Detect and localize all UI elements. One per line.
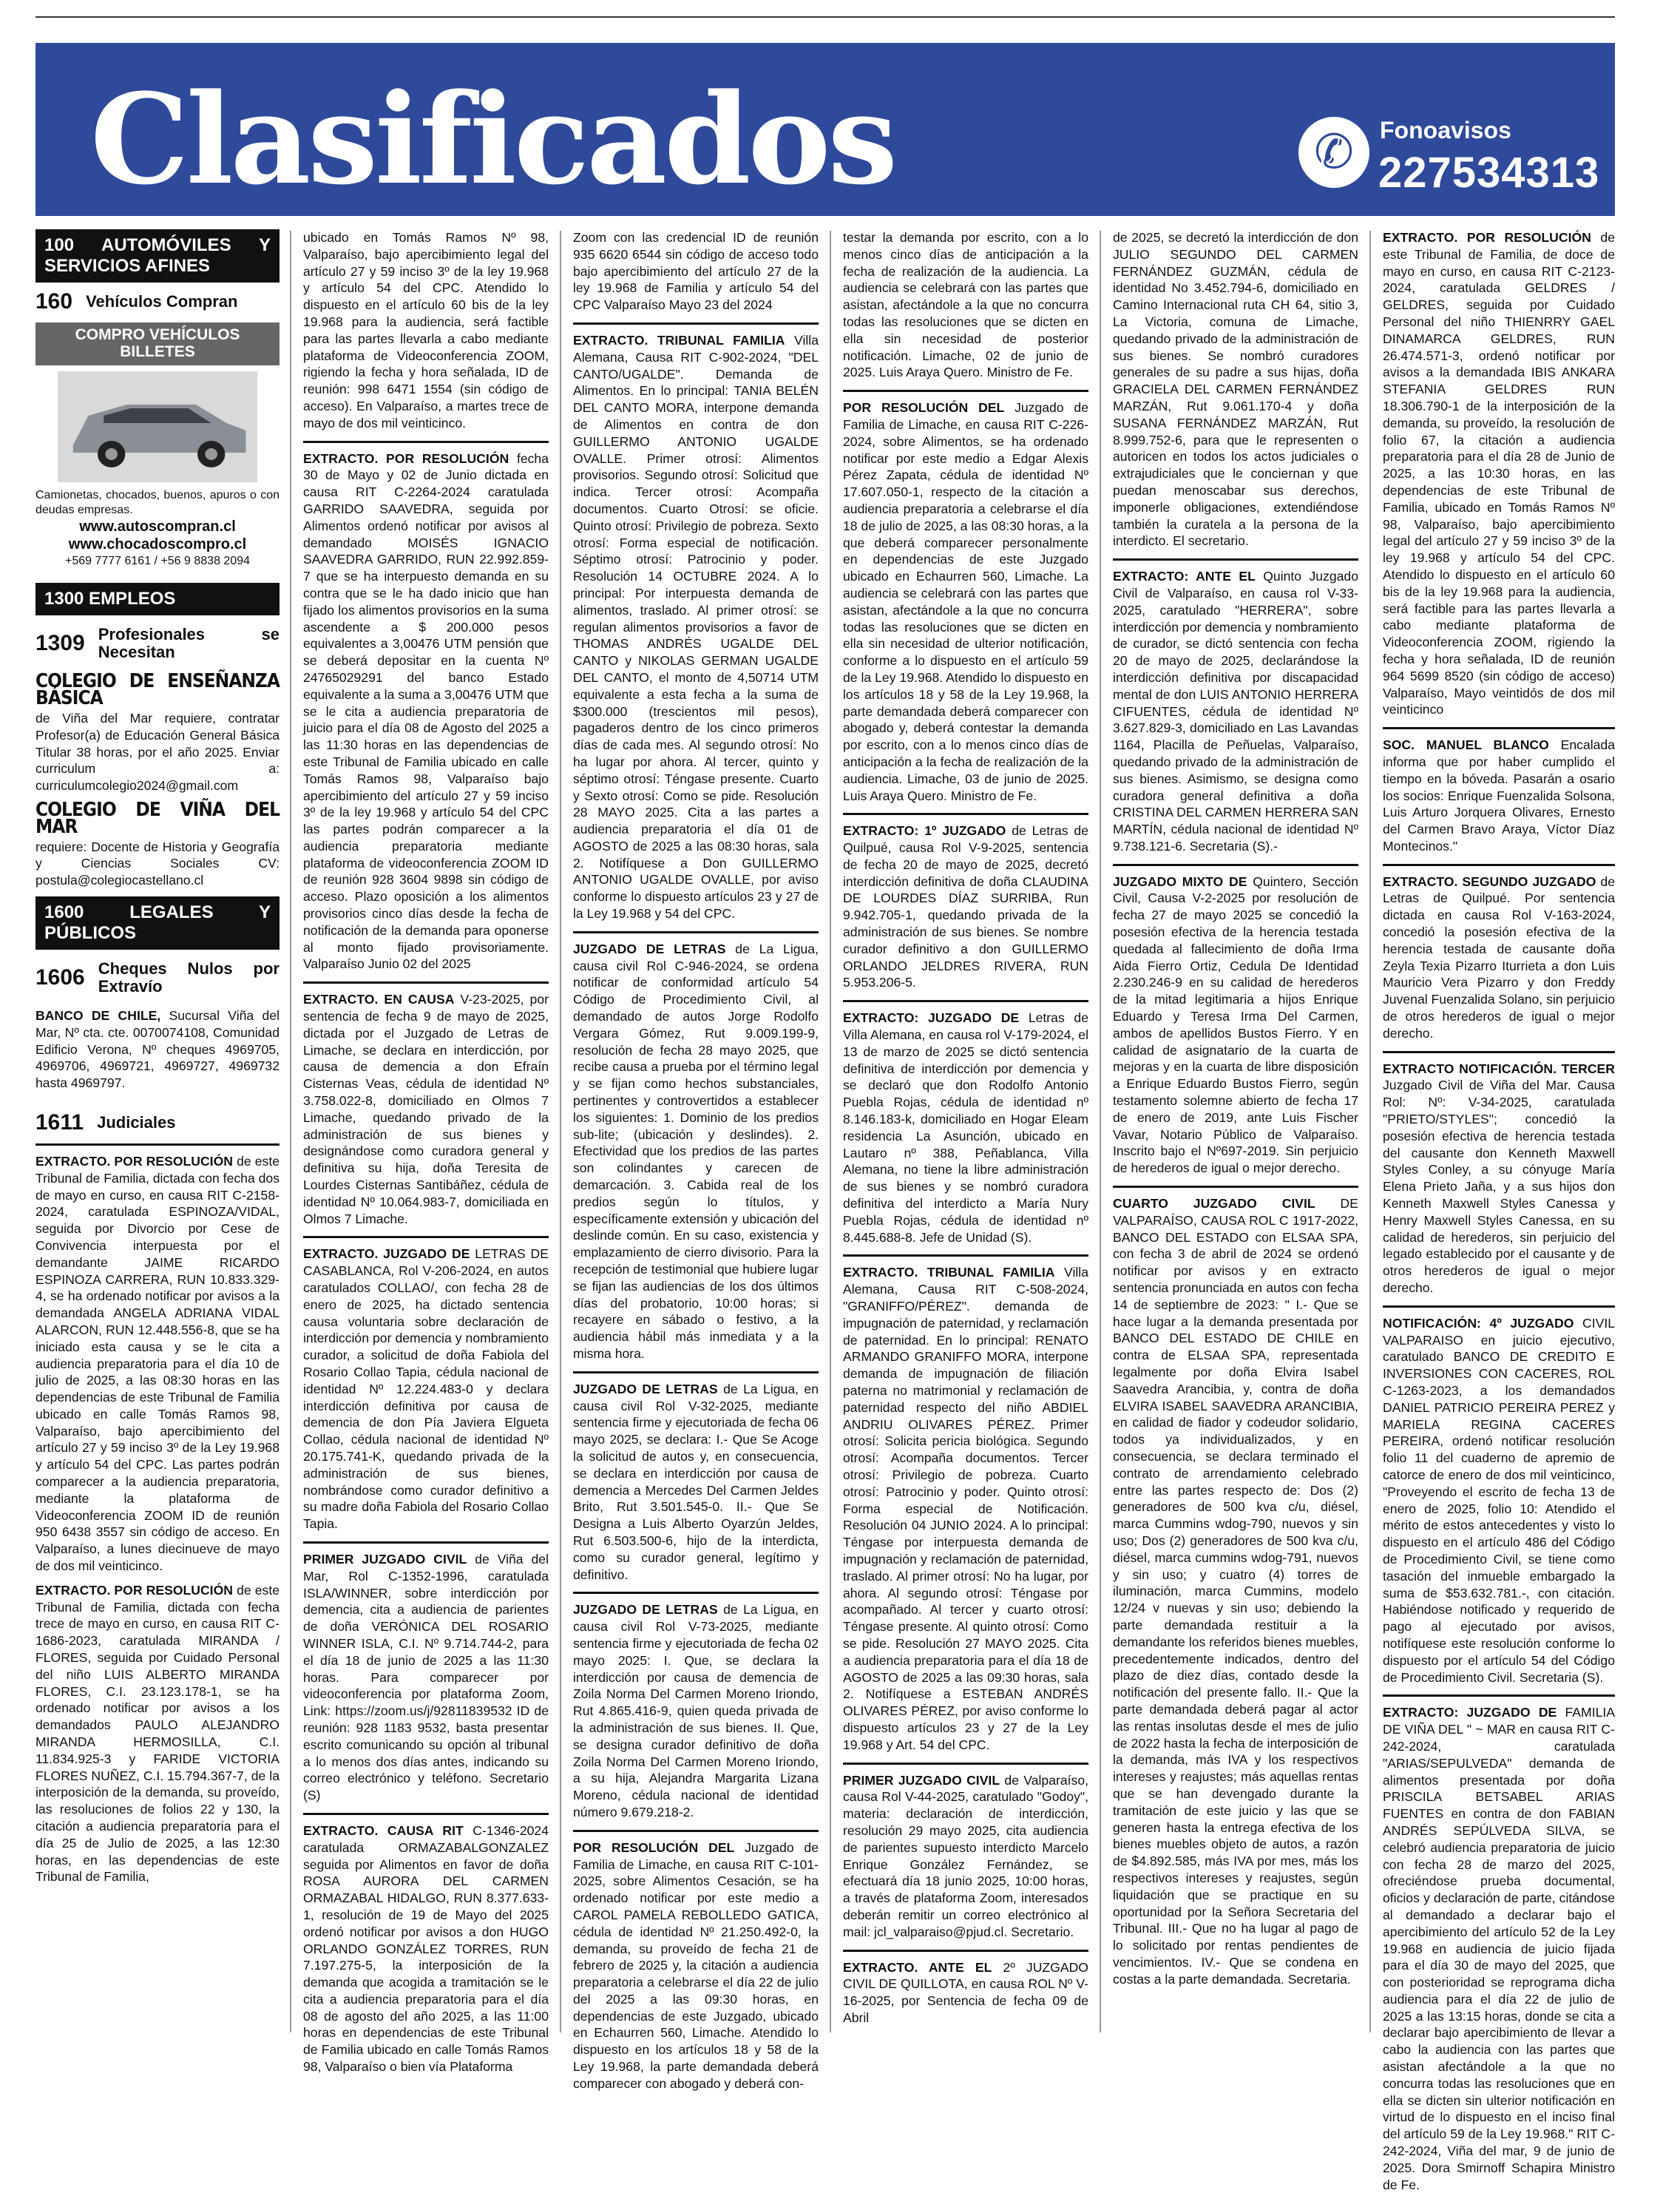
notice: EXTRACTO: 1º JUZGADO de Letras de Quilpué, causa Rol V-9-2025, sentencia de fecha 20 de mayo de 2025, decretó interdicción definitiva de doña CLAUDINA DE LOURDES DÍAZ SURRIBA, Run 9.942.705-1, quedando privada de la administración de sus bienes. Se nombre curador definitivo a don GUILLERMO ORLANDO JELDRES RIVERA, RUN 5.953.206-5.	[843, 823, 1089, 990]
notice: EXTRACTO. POR RESOLUCIÓN de este Tribunal de Familia, dictada con fecha dos de mayo en curso, en causa RIT C-2158-2024, caratulada ESPINOZA/VIDAL, seguida por Divorcio por Cese de Convivencia interpuesta por el demandante JAIME RICARDO ESPINOZA CARRERA, RUN 10.833.329-4, se ha ordenado notificar por avisos a la demandada ANGELA ADRIANA VIDAL ALARCON, RUN 12.448.556-8, que se ha iniciado esta causa y se le cita a audiencia preparatoria para el día 10 de julio de 2025, a las 08:30 horas en las dependencias de este Tribunal de Familia ubicado en calle Tomás Ramos 98, Valparaíso, bajo apercibimiento del artículo 27 y 59 inciso 3º de la Ley 19.968 y artículo 54 del CPC. Las partes podrán comparecer a la audiencia preparatoria, mediante la plataforma de Videoconferencia ZOOM ID de reunión 950 6438 3557 sin código de acceso. En Valparaíso, a lunes diecinueve de mayo de dos mil veinticinco.	[35, 1153, 280, 1574]
column-rule	[1369, 231, 1371, 2033]
divider	[573, 931, 819, 933]
notice: EXTRACTO. POR RESOLUCIÓN de este Tribunal de Familia, de doce de mayo en curso, en causa RIT C-2123-2024, caratulada GELDRES / GELDRES, seguida por Cuidado Personal del niño THIENRRY GAEL DINAMARCA GELDRES, RUN 26.474.571-3, ordenó notificar por avisos a la demandada IBIS ANKARA STEFANIA GELDRES RUN 18.306.790-1 de la interposición de la demanda, su proveído, la resolución de folio 67, la citación a audiencia preparatoria para el día 28 de Junio de 2025, a las 10:30 horas, en las dependencias de este Tribunal de Familia, ubicado en Tomás Ramos Nº 98, Valparaíso, bajo apercibimiento legal del artículo 27 y 59 inciso 3º de la ley 19.968 y artículo 54 del CPC. Atendido lo dispuesto en el artículo 60 bis de la ley 19.968 para la audiencia, será factible para las partes llevarla a cabo mediante plataforma de Videoconferencia ZOOM, rigiendo la fecha y hora señalada, ID de reunión 964 5699 8520 (sin código de acceso) Valparaíso, Mayo veintidós de dos mil veinticinco	[1383, 230, 1615, 717]
subsection-label: Cheques Nulos por Extravío	[98, 959, 280, 996]
notice: EXTRACTO NOTIFICACIÓN. TERCER Juzgado Civil de Viña del Mar. Causa Rol: Nº: V-34-2025, caratulada "PRIETO/STYLES"; concedió la posesión efectiva de herencia testada del causante don Kenneth Maxwell Styles Conley, a su cónyuge María Elena Prieto Jaña, y a sus hijos don Kenneth Maxwell Styles Canessa y Henry Maxwell Styles Canessa, en su calidad de herederos, sin perjuicio del legado establecido por el causante y de otros herederos de igual o mejor derecho.	[1383, 1061, 1615, 1296]
notice: JUZGADO DE LETRAS de La Ligua, causa civil Rol C-946-2024, se ordena notificar de conformidad artículo 54 Código de Procedimiento Civil, al demandado de autos Jorge Rodolfo Vergara Gómez, Rut 9.009.199-9, resolución de fecha 28 mayo 2025, que recibe causa a prueba por el término legal y se fijan como hechos substanciales, pertinentes y controvertidos a establecer los siguientes: 1. Dominio de los predios sub-lite; (ubicación y deslindes). 2. Efectividad que los predios de las partes son colindantes y carecen de demarcación. 3. Cabida real de los predios según lo títulos, y específicamente extensión y ubicación del deslinde común. En su caso, existencia y emplazamiento de cierro divisorio. Para la recepción de testimonial que hubiere lugar se fijan las audiencias de los dos últimos días del probatorio, 10:00 horas; si recayere en sábado o festivo, a la audiencia hábil más inmediata y a la misma hora.	[573, 941, 819, 1361]
divider	[303, 1813, 549, 1815]
notice: NOTIFICACIÓN: 4º JUZGADO CIVIL VALPARAISO en juicio ejecutivo, caratulado BANCO DE CREDITO E INVERSIONES CON CACERES, ROL C-1263-2023, a los demandados DANIEL PATRICIO PEREIRA PEREZ y MARIELA REGINA CACERES PEREIRA, ordenó notificar resolución folio 11 del cuaderno de apremio de catorce de enero de dos mil veinticinco, "Proveyendo el escrito de fecha 13 de enero de 2025, folio 10: Atendido el mérito de estos antecedentes y visto lo dispuesto en el artículo 486 del Código de Procedimiento Civil, se tiene como tasación del inmueble embargado la suma de $53.632.781.-, con citación. Habiéndose notificado y requerido de pago al ejecutado por avisos, notifíquese este resolución conforme lo dispuesto por el artículo 54 del Código de Procedimiento Civil. Secretaria (S).	[1383, 1315, 1616, 1685]
subsection-number: 1606	[35, 964, 85, 990]
divider	[843, 813, 1088, 815]
divider	[843, 390, 1088, 392]
ad-heading: COLEGIO DE ENSEÑANZA BÁSICA	[35, 670, 280, 710]
column-rule	[290, 231, 291, 2033]
ad-body: requiere: Docente de Historia y Geografía y Ciencias Sociales CV: postula@colegiocastellano.cl	[35, 839, 280, 888]
divider	[1383, 864, 1615, 866]
notice: EXTRACTO. CAUSA RIT C-1346-2024 caratulada ORMAZABALGONZALEZ seguida por Alimentos en favor de doña ROSA AURORA DEL CARMEN ORMAZABAL HIDALGO, RUN 8.377.633-1, resolución de 19 de Mayo del 2025 ordenó notificar por avisos a don HUGO ORLANDO GONZÁLEZ TORRES, RUN 7.197.275-5, la interposición de la demanda que acogida a tramitación se le cita a audiencia preparatoria para el día 08 de agosto del año 2025, a las 11:00 horas en dependencias de este Tribunal de Familia ubicado en calle Tomás Ramos 98, Valparaíso o bien vía Plataforma	[303, 1822, 549, 2075]
notice: ubicado en Tomás Ramos Nº 98, Valparaíso, bajo apercibimiento legal del artículo 27 y 59 inciso 3º de la ley 19.968 y artículo 54 del CPC. Atendido lo dispuesto en el artículo 60 bis de la ley 19.968 para la audiencia, será factible para las partes llevarla a cabo mediante plataforma de Videoconferencia ZOOM, rigiendo la fecha y hora señalada, ID de reunión: 998 6471 1554 (sin código de acceso). En Valparaíso, a martes trece de mayo de dos mil veinticinco.	[303, 230, 549, 430]
notice: de 2025, se decretó la interdicción de don JULIO SEGUNDO DEL CARMEN FERNÁNDEZ GUZMÁN, cédula de identidad No 3.452.794-6, domiciliado en Camino Internacional ruta CH 64, sitio 3, La Victoria, comuna de Limache, quedando privado de la administración de sus bienes. Se nombró curadores generales de su padre a sus hijas, doña GRACIELA DEL CARMEN FERNÁNDEZ MARZÁN, Rut 9.061.170-4 y doña SUSANA FERNÁNDEZ MARZÁN, Rut 8.999.752-6, para que le representen o autoricen en todos los actos judiciales o extrajudiciales que le conciernan y que puedan menoscabar sus derechos, imponerle obligaciones, extendiéndose también la curatela a la persona de la interdicto. El secretario.	[1113, 230, 1358, 549]
subsection-number: 1611	[35, 1109, 84, 1135]
notice: JUZGADO MIXTO DE Quintero, Sección Civil, Causa V-2-2025 por resolución de fecha 27 de mayo 2025 se concedió la posesión efectiva de la herencia testada quedada al fallecimiento de doña Irma Aida Fierro Ortiz, Cedula De Identidad 2.230.246-9 en su calidad de herederos de la mitad legitimaria a hijos Enrique Eduardo y Teresa Irma Del Carmen, ambos de apellidos Bustos Fierro. Y en calidad de asignatario de la cuarta de mejoras y en la cuarta de libre disposición a Enrique Eduardo Bustos Fierro, según testamento solemne abierto de fecha 17 de enero de 2019, ante Luis Fischer Vavar, Notario Público de Valparaíso. Inscrito bajo el Nº697-2019. Sin perjuicio de herederos de igual o mejor derecho.	[1113, 874, 1358, 1176]
fono-number: 227534313	[1378, 149, 1600, 197]
ad-heading: COLEGIO DE VIÑA DEL MAR	[35, 798, 280, 838]
notice: BANCO DE CHILE, Sucursal Viña del Mar, Nº cta. cte. 0070074108, Comunidad Edificio Verona, Nº cheques 4969705, 4969706, 4969721, 4969727, 4969732 hasta 4969797.	[35, 1007, 280, 1091]
notice: testar la demanda por escrito, con a lo menos cinco días de anticipación a la fecha de realización de la audiencia. La audiencia se celebrará con las partes que asistan, afectándole a la que no concurra todas las resoluciones que se dicten en ella sin necesidad de posterior notificación. Limache, 02 de junio de 2025. Luis Araya Quero. Ministro de Fe.	[843, 230, 1088, 380]
divider	[843, 1254, 1088, 1257]
ad-title: COMPRO VEHÍCULOS BILLETES	[35, 322, 280, 365]
notice: EXTRACTO. JUZGADO DE LETRAS DE CASABLANCA, Rol V-206-2024, en autos caratulados COLLAO/, con fecha 28 de enero de 2025, ha dictado sentencia causa voluntaria sobre declaración de interdicción por demencia y nombramiento curador, a solicitud de doña Fabiola del Rosario Collao Tapia, cédula nacional de identidad Nº 12.224.483-0 y declara interdicción definitiva por causa de demencia de don Pía Javiera Elgueta Collao, cédula nacional de identidad Nº 20.175.741-K, quedando privada de la administración de sus bienes, nombrándose como curador definitivo a su madre doña Fabiola del Rosario Collao Tapia.	[303, 1246, 549, 1532]
divider	[1113, 1186, 1358, 1188]
notice: EXTRACTO. SEGUNDO JUZGADO de Letras de Quilpué. Por sentencia dictada en causa Rol V-163-2024, concedió la posesión efectiva de la herencia testada de causante doña Zeyla Texia Pizarro Iturrieta a don Luis Mauricio Vera Pizarro y don Freddy Juvenal Fuenzalida Solano, sin perjuicio de otros herederos de igual o mejor derecho.	[1383, 874, 1615, 1041]
ad-url-2[interactable]: www.chocadoscompro.cl	[68, 535, 247, 553]
section-1300: 1300 EMPLEOS	[35, 583, 280, 615]
subsection-label: Vehículos Compran	[86, 292, 238, 311]
section-1600: 1600 LEGALES Y PÚBLICOS	[35, 896, 280, 950]
column-5	[1113, 229, 1358, 2034]
notice: EXTRACTO: JUZGADO DE FAMILIA DE VIÑA DEL " ~ MAR en causa RIT C-242-2024, caratulada "ARIAS/SEPULVEDA" demanda de alimentos presentada por doña PRISCILA BETSABEL ARIAS FUENTES en contra de don FABIAN ANDRÉS SEPÚLVEDA SILVA, se celebró audiencia preparatoria de juicio con fecha 28 de marzo del 2025, ofreciéndose prueba documental, oficios y declaración de parte, citándose al demandado a declarar bajo el apercibimiento del artículo 52 de la Ley 19.968 en audiencia de juicio fijada para el día 30 de mayo del 2025, que con posterioridad se reprograma dicha audiencia para el día 22 de julio de 2025 a las 13:15 horas, donde se cita a declarar bajo apercibimiento de llevar a cabo la audiencia con las partes que asistan afectándole a la que no concurra todas las resoluciones que en ella se dicten sin ulterior notificación en virtud de lo dispuesto en el inciso final del artículo 59 de la Ley 19.968." RIT C-242-2024, Viña del mar, 9 de junio de 2025. Dora Smirnoff Schapira Ministro de Fe.	[1383, 1705, 1615, 2192]
divider	[573, 1830, 819, 1832]
divider	[1113, 864, 1358, 866]
divider	[35, 1143, 280, 1146]
column-6	[1383, 229, 1616, 2192]
notice: JUZGADO DE LETRAS de La Ligua, en causa civil Rol V-73-2025, mediante sentencia firme y ejecutoriada de fecha 02 mayo 2025: I. Que, se declara la interdicción por causa de demencia de Zoila Norma Del Carmen Moreno Iriondo, Rut 4.865.416-9, quien queda privada de la administración de sus bienes. II. Que, se designa curador definitivo de doña Zoila Norma Del Carmen Moreno Iriondo, a su hija, Alejandra Margarita Lizana Moreno, cédula nacional de identidad número 9.679.218-2.	[573, 1602, 819, 1819]
ad-body: de Viña del Mar requiere, contratar Profesor(a) de Educación General Básica Titular 38 horas, por el año 2025. Enviar curriculum a: curriculumcolegio2024@gmail.com	[35, 710, 280, 794]
column-rule	[830, 231, 831, 2033]
divider	[1383, 727, 1615, 729]
notice: PRIMER JUZGADO CIVIL de Viña del Mar, Rol C-1352-1996, caratulada ISLA/WINNER, sobre interdicción por demencia, cita a audiencia de parientes de doña VERÓNICA DEL ROSARIO WINNER ISLA, C.I. Nº 9.714.744-2, para el día 18 de junio de 2025 a las 11:30 horas. Para comparecer por videoconferencia por plataforma Zoom, Link: https://zoom.us/j/92811839532 ID de reunión: 928 1183 9532, basta presentar escrito comunicando su opción al tribunal a lo menos dos días antes, indicando su correo electrónico y teléfono. Secretario (S)	[303, 1551, 549, 1803]
notice: EXTRACTO. ANTE EL 2º JUZGADO CIVIL DE QUILLOTA, en causa ROL Nº V-16-2025, por Sentencia de fecha 09 de Abril	[843, 1959, 1088, 2025]
ad-text: Camionetas, chocados, buenos, apuros o con deudas empresas.	[35, 488, 280, 516]
notice: POR RESOLUCIÓN DEL Juzgado de Familia de Limache, en causa RIT C-101-2025, sobre Alimentos Cesación, se ha ordenado notificar por este medio a CAROL PAMELA REBOLLEDO GATICA, cédula de identidad Nº 21.250.492-0, la demanda, su proveído de fecha 21 de febrero de 2025 y, la citación a audiencia preparatoria a celebrarse el día 22 de julio del 2025 a las 09:30 horas, en dependencias de este Juzgado, ubicado en Echaurren 560, Limache. Atendido lo dispuesto en los artículos 18 y 58 de la Ley 19.968, la parte demandada deberá comparecer con abogado y deberá con-	[573, 1839, 819, 2091]
divider	[303, 441, 549, 443]
column-1	[35, 229, 280, 2034]
divider	[573, 1371, 819, 1373]
divider	[843, 1763, 1088, 1765]
notice: EXTRACTO: JUZGADO DE Letras de Villa Alemana, en causa rol V-179-2024, el 13 de marzo de 2025 se dictó sentencia definitiva de interdicción por demencia y se declaró que don Rodolfo Antonio Puebla Rojas, cédula de identidad nº 8.146.183-k, domiciliado en Hogar Eleam residencia La Asunción, ubicado en Lautaro nº 388, Peñablanca, Villa Alemana, no tiene la libre administración de sus bienes y se nombró curadora definitiva del interdicto a María Nury Puebla Rojas, cédula de identidad nº 8.445.688-8. Jefe de Unidad (S).	[843, 1010, 1089, 1245]
fono-label: Fonoavisos	[1380, 117, 1511, 143]
notice: EXTRACTO. TRIBUNAL FAMILIA Villa Alemana, Causa RIT C-902-2024, "DEL CANTO/UGALDE". Demanda de Alimentos. En lo principal: TANIA BELÉN DEL CANTO MORA, interpone demanda de Alimentos en contra de don GUILLERMO ANTONIO UGALDE OVALLE. Primer otrosí: Alimentos provisorios. Segundo otrosí: Solicitud que indica. Tercer otrosí: Acompaña documentos. Cuarto Otrosí: se oficie. Quinto otrosí: Privilegio de pobreza. Sexto otrosí: Forma especial de notificación. Séptimo otrosí: Patrocinio y poder. Resolución 14 OCTUBRE 2024. A lo principal: Por interpuesta demanda de alimentos, traslado. Al primer otrosí: se regulan alimentos provisorios a favor de THOMAS ANDRÉS UGALDE DEL CANTO y NIKOLAS GERMAN UGALDE DEL CANTO, el monto de 4,50714 UTM equivalente a esta fecha a la suma de $300.000 (trescientos mil pesos), pagaderos dentro de los cinco primeros días de cada mes. Al segundo otrosí: No ha lugar por ahora. Al tercer, quinto y séptimo otrosí: Téngase presente. Cuarto y Sexto otrosí: Como se pide. Resolución 28 MAYO 2025. Cita a las partes a audiencia preparatoria el día 01 de AGOSTO de 2025 a las 08:30 horas, sala 2. Notifíquese a Don GUILLERMO ANTONIO UGALDE OVALLE, por aviso conforme lo dispuesto artículos 23 y 27 de la Ley 19.968 y 54 del CPC.	[573, 332, 819, 922]
column-rule	[1100, 231, 1101, 2033]
section-100: 100 AUTOMÓVILES Y SERVICIOS AFINES	[35, 229, 280, 283]
subsection-label: Judiciales	[97, 1112, 176, 1132]
column-2	[303, 229, 549, 2075]
header-banner	[35, 43, 1615, 216]
divider	[303, 1236, 549, 1238]
notice: POR RESOLUCIÓN DEL Juzgado de Familia de Limache, en causa RIT C-226-2024, sobre Alimentos, se ha ordenado notificar por este medio a Edgar Alexis Pérez Zapata, cédula de identidad Nº 17.607.050-1, respecto de la citación a audiencia preparatoria a celebrarse el día 18 de julio de 2025, a las 08:30 horas, a la que deberá comparecer personalmente en dependencias de este Juzgado ubicado en Echaurren 560, Limache. La audiencia se celebrará con las partes que asistan, afectándole a la que no concurra todas las resoluciones que se dicten en ella sin necesidad de ulterior notificación, conforme a lo dispuesto en el artículo 59 de la Ley 19.968. Atendido lo dispuesto en los artículos 18 y 58 de la Ley 19.968, la parte demandada deberá comparecer con abogado y, deberá contestar la demanda por escrito, con a lo menos cinco días de anticipación a la fecha de realización de la audiencia. Limache, 03 de junio de 2025. Luis Araya Quero. Ministro de Fe.	[843, 400, 1088, 803]
divider	[303, 1541, 549, 1544]
phone-icon: ✆	[1298, 117, 1369, 188]
ad-phones: +569 7777 6161 / +56 9 8838 2094	[64, 554, 250, 567]
notice: CUARTO JUZGADO CIVIL DE VALPARAÍSO, CAUSA ROL C 1917-2022, BANCO DEL ESTADO con ELSAA SPA, con fecha 3 de abril de 2024 se ordenó notificar por avisos y en extracto sentencia pronunciada en autos con fecha 14 de septiembre de 2023: " I.- Que se hace lugar a la demanda presentada por BANCO DEL ESTADO DE CHILE en contra de ELSAA SPA, representada legalmente por doña Elvira Isabel Saavedra Arancibia, y, contra de doña ELVIRA ISABEL SAAVEDRA ARANCIBIA, en calidad de fiador y codeudor solidario, todos ya individualizados, y en consecuencia, se declara terminado el contrato de arrendamiento celebrado entre las partes respecto de: Dos (2) generadores de 500 kva c/u, diésel, marca Cummins wdog-790, nuevos y sin uso; Dos (2) generadores de 500 kva c/u, diésel, marca cummins wdog-791, nuevos y sin uso; y cuatro (4) torres de iluminación, marca Cummins, modelo 12/24 v nuevas y sin uso; debiendo la parte demandada restituir a la demandante los referidos bienes muebles, precedentemente indicados, dentro del plazo de diez días, contado desde la notificación del presente fallo. II.- Que la parte demandada deberá pagar al actor las rentas insolutas desde el mes de julio de 2022 hasta la fecha de interposición de la demanda, más IVA y los respectivos intereses y reajustes; más aquellas rentas que se han devengado durante la tramitación de este juicio y las que se generen hasta la entrega efectiva de los bienes muebles objeto de autos, a razón de $4.892.585, más IVA por mes, más los respectivos intereses y reajustes, según liquidación que se practique en su oportunidad por la Señora Secretaria del Tribunal. III.- Que no ha lugar al pago de lo solicitado por rentas pendientes de vencimientos. IV.- Que se condena en costas a la parte demandada. Secretaria.	[1113, 1196, 1358, 1987]
subsection-number: 160	[35, 288, 73, 314]
notice: JUZGADO DE LETRAS de La Ligua, en causa civil Rol V-32-2025, mediante sentencia firme y ejecutoriada de fecha 06 mayo 2025, se declara: I.- Que Se Acoge la solicitud de autos y, en consecuencia, se declara en interdicción por causa de demencia a Mercedes Del Carmen Jeldes Brito, Rut 3.501.545-0. II.- Que Se Designa a Luis Alberto Oyarzún Jeldes, Rut 6.503.500-6, hijo de la interdicta, como su curador general, legítimo y definitivo.	[573, 1381, 819, 1582]
divider	[1383, 1305, 1615, 1308]
subsection-number: 1309	[35, 630, 85, 655]
ad-compro-vehiculos	[35, 322, 280, 570]
page-title: Clasificados	[90, 66, 895, 212]
subsection-1309	[35, 626, 280, 661]
notice: EXTRACTO. TRIBUNAL FAMILIA Villa Alemana, Causa RIT C-508-2024, "GRANIFFO/PÉREZ". demanda de impugnación de paternidad, y reclamación de paternidad. En lo principal: RENATO ARMANDO GRANIFFO MORA, interpone demanda de impugnación de filiación paterna no matrimonial y reclamación de paternidad respecto del niño ABDIEL ANDRIU OLIVARES PÉREZ. Primer otrosí: Solicita pericia biológica. Segundo otrosí: Acompaña documentos. Tercer otrosí: Privilegio de pobreza. Cuarto otrosí: Patrocinio y poder. Quinto otrosí: Forma especial de Notificación. Resolución 04 JUNIO 2024. A lo principal: Téngase por interpuesta demanda de impugnación y reclamación de paternidad, traslado. Al primer otrosí: No ha lugar, por ahora. Al segundo otrosí: Téngase por acompañado. Al tercer y cuarto otrosí: Téngase presente. Al quinto otrosí: Como se pide. Resolución 27 MAYO 2025. Cita a audiencia preparatoria para el día 18 de AGOSTO de 2025 a las 09:30 horas, sala 2. Notifíquese a ESTEBAN ANDRÉS OLIVARES PÉREZ, por aviso conforme lo dispuesto artículos 23 y 27 de la Ley 19.968 y Art. 54 del CPC.	[843, 1265, 1088, 1752]
divider	[1383, 1694, 1615, 1697]
notice: PRIMER JUZGADO CIVIL de Valparaíso, causa Rol V-44-2025, caratulado "Godoy", materia: declaración de interdicción, resolución 29 mayo 2025, cita audiencia de parientes supuesto interdicto Marcelo Enrique González Fernández, se efectuará día 18 junio 2025, 10:00 horas, a través de plataforma Zoom, interesados deberán remitir un correo electrónico al mail: jcl_valparaiso@pjud.cl. Secretario.	[843, 1772, 1089, 1939]
subsection-160	[35, 288, 280, 314]
divider	[303, 981, 549, 984]
subsection-1611	[35, 1109, 280, 1135]
column-4	[843, 229, 1088, 2034]
notice: SOC. MANUEL BLANCO Encalada informa que por haber cumplido el tiempo en la bóveda. Pasarán a osario los socios: Enrique Fuenzalida Solsona, Luis Arturo Jorquera Olivares, Ernesto del Carmen Bravo Araya, Víctor Díaz Montecinos."	[1383, 737, 1615, 854]
column-3	[573, 229, 819, 2091]
divider	[843, 1000, 1088, 1002]
notice: EXTRACTO. EN CAUSA V-23-2025, por sentencia de fecha 9 de mayo de 2025, dictada por el Juzgado de Letras de Limache, se declara en interdicción, por causa de demencia a don Efraín Cisternas Veas, cédula de identidad Nº 3.758.022-8, domiciliado en Olmos 7 Limache, quedando privado de la administración de sus bienes y designándose como curadora general y definitiva su hija, doña Teresita de Lourdes Cisternas Santibáñez, cédula de identidad Nº 10.064.983-7, domiciliada en Olmos 7 Limache.	[303, 992, 549, 1226]
divider	[573, 322, 819, 325]
divider	[843, 1950, 1088, 1952]
divider	[573, 1592, 819, 1594]
notice: EXTRACTO. POR RESOLUCIÓN fecha 30 de Mayo y 02 de Junio dictada en causa RIT C-2264-2024 caratulada GARRIDO SAAVEDRA, seguida por Alimentos ordenó notificar por avisos al demandado MOISÉS IGNACIO SAAVEDRA GARRIDO, RUN 22.992.859-7 que se ha interpuesto demanda en su contra que se le ha dado inicio que han fijado los alimentos provisorios en la suma ascendente a $ 200.000 pesos equivalentes a 3,00476 UTM pensión que se deberá depositar en la cuenta Nº 24765029291 del banco Estado equivalente a la suma a 3,00476 UTM que se le cita a audiencia preparatoria de juicio para el día 08 de Agosto del 2025 a las 11:30 horas en las dependencias de este Tribunal de Familia ubicado en calle Tomás Ramos 98, Valparaíso bajo apercibimiento del artículo 27 y 59 inciso 3º de la ley 19.968 y artículo 54 del CPC las partes podrán comparecer a la audiencia preparatoria mediante plataforma de videoconferencia ZOOM ID de reunión 928 3604 9898 sin código de acceso. Plazo oposición a los alimentos provisorios cinco días desde la fecha de notificación de la demanda para oponerse al monto fijado provisoriamente. Valparaíso Junio 02 del 2025	[303, 450, 549, 972]
notice: EXTRACTO. POR RESOLUCIÓN de este Tribunal de Familia, dictada con fecha trece de mayo en curso, en causa RIT C-1686-2023, caratulada MIRANDA / FLORES, seguida por Cuidado Personal del niño LUIS ALBERTO MIRANDA FLORES, C.I. 23.123.178-1, se ha ordenado notificar por avisos a los demandados PAULO ALEJANDRO MIRANDA HERMOSILLA, C.I. 11.834.925-3 y FARIDE VICTORIA FLORES NUÑEZ, C.I. 15.794.367-7, de la interposición de la demanda, su proveído, las resoluciones de folios 22 y 130, la citación a audiencia preparatoria para el día 25 de Julio de 2025, a las 12:30 horas, en las dependencias de este Tribunal de Familia,	[35, 1582, 280, 1885]
subsection-label: Profesionales se Necesitan	[98, 625, 280, 662]
ad-url-1[interactable]: www.autoscompran.cl	[79, 518, 236, 535]
notice: EXTRACTO: ANTE EL Quinto Juzgado Civil de Valparaíso, en causa rol V-33-2025, caratulado "HERRERA", sobre interdicción por demencia y nombramiento de curador, se dictó sentencia con fecha 20 de mayo de 2025, declarándose la interdicción definitiva por discapacidad mental de don LUIS ANTONIO HERRERA CIFUENTES, cédula de identidad Nº 3.627.829-3, domiciliado en Las Lavandas 1164, Placilla de Peñuelas, Valparaíso, quedando privado de la administración de sus bienes. Asimismo, se designa como curadora general definitiva a doña CRISTINA DEL CARMEN HERRERA SAN MARTÍN, cédula nacional de identidad Nº 9.738.121-6. Secretaria (S).-	[1113, 569, 1358, 854]
top-rule	[35, 16, 1615, 18]
column-rule	[560, 231, 561, 2033]
divider	[1383, 1051, 1615, 1053]
divider	[1113, 558, 1358, 561]
car-photo	[58, 371, 257, 482]
notice: Zoom con las credencial ID de reunión 935 6620 6544 sin código de acceso todo bajo apercibimiento del artículo 27 de la ley 19.968 de Familia y artículo 54 del CPC Valparaíso Mayo 23 del 2024	[573, 230, 819, 313]
subsection-1606	[35, 960, 280, 996]
